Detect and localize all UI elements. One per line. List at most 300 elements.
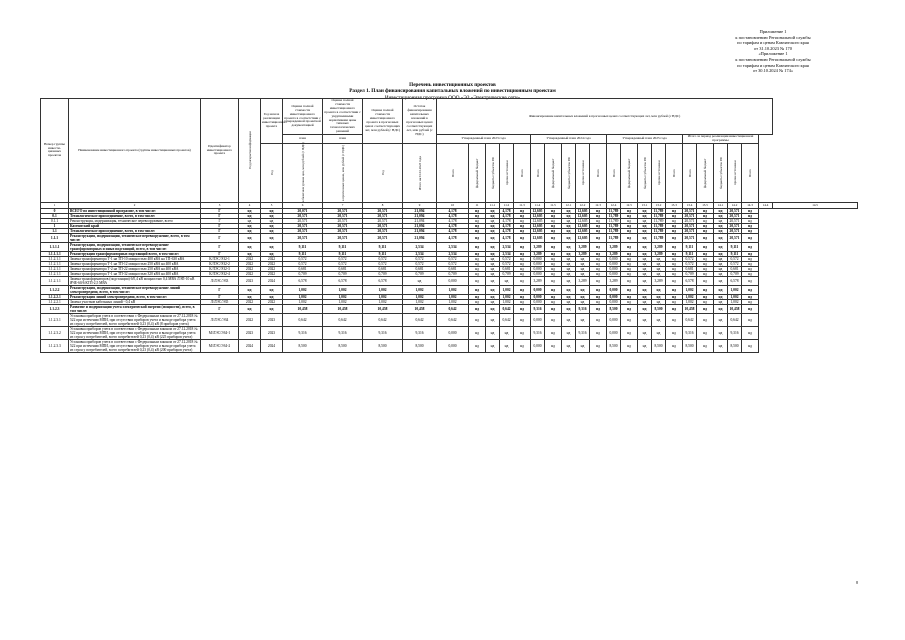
column-number: 11.5 xyxy=(545,202,562,208)
header-source-col: федеральный бюджет xyxy=(621,143,638,202)
row-value: 0,572 xyxy=(683,256,697,261)
row-number: 1.1.2.1.1 xyxy=(41,261,69,266)
row-value: нд xyxy=(590,233,607,242)
header-year-start: Год раскрытия информации xyxy=(239,99,261,203)
row-value: 1,002 xyxy=(283,294,323,299)
row-value: нд xyxy=(239,304,261,313)
header-sum-prog: в прогнозных ценах, млн рублей (с НДС) xyxy=(323,143,363,202)
row-value: нд xyxy=(666,261,683,266)
row-value: 0,572 xyxy=(728,256,742,261)
row-value: 3,289 xyxy=(531,251,545,256)
row-value: нд xyxy=(486,266,500,271)
row-value: нд xyxy=(714,223,728,228)
header-source-col: Всего xyxy=(607,143,621,202)
table-row xyxy=(41,261,858,266)
row-value: 4,178 xyxy=(500,208,514,213)
row-value: 0,642 xyxy=(500,313,514,326)
row-value: нд xyxy=(714,276,728,285)
row-value: нд xyxy=(714,266,728,271)
row-name: Замена участков кабельных линий - 0,4 кВ xyxy=(69,299,201,304)
row-value: 21,094 xyxy=(403,213,437,218)
row-value: нд xyxy=(562,213,576,218)
row-value: 20,571 xyxy=(323,233,363,242)
row-value: нд xyxy=(514,294,531,299)
row-value: нд xyxy=(486,276,500,285)
row-value: нд xyxy=(562,271,576,276)
row-value: нд xyxy=(545,285,562,294)
row-value: нд xyxy=(514,313,531,326)
row-value: нд xyxy=(545,218,562,223)
row-value: нд xyxy=(666,294,683,299)
row-value: 9,111 xyxy=(283,242,323,251)
row-value: нд xyxy=(666,228,683,233)
row-value: 9,111 xyxy=(363,242,403,251)
row-value: нд xyxy=(638,304,652,313)
row-value: нд xyxy=(590,213,607,218)
row-value: 3,289 xyxy=(576,251,590,256)
row-value: 12,605 xyxy=(531,228,545,233)
row-value: 11,789 xyxy=(652,228,666,233)
row-value: 0,000 xyxy=(607,271,621,276)
row-value: 11,789 xyxy=(607,228,621,233)
row-value: нд xyxy=(652,299,666,304)
row-value: нд xyxy=(562,233,576,242)
row-number: 1.1.1.1 xyxy=(41,242,69,251)
row-value: 20,571 xyxy=(323,228,363,233)
row-value: нд xyxy=(545,213,562,218)
row-value: нд xyxy=(562,326,576,339)
row-value: нд xyxy=(742,271,759,276)
row-value: нд xyxy=(545,304,562,313)
row-value: 0,572 xyxy=(283,261,323,266)
row-value: 20,571 xyxy=(363,233,403,242)
row-value: 2,534 xyxy=(437,242,469,251)
row-value: 0,709 xyxy=(363,271,403,276)
row-value: 0,572 xyxy=(683,261,697,266)
row-value: 12,605 xyxy=(531,233,545,242)
row-value: нд xyxy=(590,285,607,294)
row-value: 20,571 xyxy=(323,213,363,218)
row-value: нд xyxy=(590,313,607,326)
column-number: 11.4 xyxy=(531,202,545,208)
row-value: 2,534 xyxy=(403,242,437,251)
row-value: 0,709 xyxy=(283,271,323,276)
row-value: 8,500 xyxy=(728,339,742,352)
row-value: нд xyxy=(652,313,666,326)
row-number: 1.1.1 xyxy=(41,233,69,242)
row-value: нд xyxy=(666,339,683,352)
row-value: нд xyxy=(590,218,607,223)
row-value: 0,572 xyxy=(437,261,469,266)
row-value: 0,000 xyxy=(607,294,621,299)
row-id: Г xyxy=(201,233,239,242)
row-value: нд xyxy=(469,276,486,285)
row-value: нд xyxy=(514,233,531,242)
table-row xyxy=(41,313,858,326)
row-number: 1.1.1.1.1 xyxy=(41,251,69,256)
row-value: 0,709 xyxy=(728,271,742,276)
row-value: 2024 xyxy=(239,339,261,352)
row-value: нд xyxy=(697,208,714,213)
column-number: 12.1 xyxy=(562,202,576,208)
row-value: нд xyxy=(697,233,714,242)
row-value: нд xyxy=(514,228,531,233)
row-value: нд xyxy=(638,285,652,294)
row-number: 1.1.2.3 xyxy=(41,304,69,313)
row-value: 0,572 xyxy=(500,256,514,261)
header-id: Идентификатор инвестиционного проекта xyxy=(201,99,239,203)
row-value: нд xyxy=(514,276,531,285)
row-value: нд xyxy=(652,261,666,266)
row-value: 20,571 xyxy=(728,213,742,218)
row-value: нд xyxy=(514,271,531,276)
row-name: Технологическое присоединение, всего, в том числе: xyxy=(69,213,201,218)
row-value: 9,316 xyxy=(531,304,545,313)
row-value: нд xyxy=(714,326,728,339)
row-value: нд xyxy=(562,256,576,261)
row-value: 3,289 xyxy=(652,251,666,256)
row-id: Г xyxy=(201,304,239,313)
row-value: 0,000 xyxy=(607,299,621,304)
row-name: Реконструкция линий электропередачи, всего, в том числе: xyxy=(69,294,201,299)
annex-line: по тарифам и ценам Камчатского края xyxy=(737,62,809,68)
row-value: 12,605 xyxy=(531,218,545,223)
row-value: нд xyxy=(545,251,562,256)
row-value: нд xyxy=(469,266,486,271)
annex-line: к постановлению Региональной службы xyxy=(735,56,811,62)
row-value: 2022 xyxy=(261,299,283,304)
row-value: 20,571 xyxy=(363,218,403,223)
row-value: 11,789 xyxy=(652,213,666,218)
row-value: нд xyxy=(590,223,607,228)
header-remain-total: Итого на 01.01.2023 года xyxy=(403,143,437,202)
row-value: нд xyxy=(714,213,728,218)
row-name: Замена трансформатора Т-1 на ТП-10 мощностью 400 кВА на ТП-630 кВА xyxy=(69,256,201,261)
row-value: нд xyxy=(742,256,759,261)
row-value: 12,605 xyxy=(531,223,545,228)
row-value: 0,000 xyxy=(437,326,469,339)
row-value: 9,111 xyxy=(683,242,697,251)
column-number: 14.3 xyxy=(742,202,759,208)
row-value: нд xyxy=(469,285,486,294)
row-value: нд xyxy=(562,261,576,266)
row-number: 1.1 xyxy=(41,228,69,233)
row-name: ВСЕГО по инвестиционной программе, в том числе: xyxy=(69,208,201,213)
table-row xyxy=(41,276,858,285)
row-value: 3,289 xyxy=(652,276,666,285)
row-value: нд xyxy=(742,304,759,313)
header-cost-full: Оценка полной стоимости инвестиционного проекта в прогнозных ценах соответствующих лет, млн рублей (с НДС) xyxy=(363,99,403,144)
row-value: нд xyxy=(714,218,728,223)
row-value: 2023 xyxy=(239,276,261,285)
row-value: 21,094 xyxy=(403,228,437,233)
row-value: нд xyxy=(697,285,714,294)
row-value: нд xyxy=(666,251,683,256)
header-source-col: федеральный бюджет xyxy=(545,143,562,202)
row-value: нд xyxy=(638,208,652,213)
row-value: 9,111 xyxy=(323,251,363,256)
row-value: 9,316 xyxy=(728,326,742,339)
row-value: нд xyxy=(638,228,652,233)
row-value: 0,642 xyxy=(403,313,437,326)
row-id: М/ЛЭС/ЭЗ4-1 xyxy=(201,326,239,339)
row-name: Реконструкция трансформаторных подстанций всего, в том числе: xyxy=(69,251,201,256)
row-value: нд xyxy=(742,326,759,339)
row-value: нд xyxy=(514,285,531,294)
row-value: 11,789 xyxy=(652,233,666,242)
row-value: нд xyxy=(469,271,486,276)
row-value: 20,571 xyxy=(283,228,323,233)
row-value: нд xyxy=(261,213,283,218)
row-value: 9,111 xyxy=(683,251,697,256)
row-value: 1,002 xyxy=(683,294,697,299)
row-value: нд xyxy=(621,326,638,339)
header-source-col: Всего xyxy=(437,143,469,202)
row-value: нд xyxy=(714,294,728,299)
column-number: 12.2 xyxy=(576,202,590,208)
row-value: 1,002 xyxy=(437,299,469,304)
row-value: нд xyxy=(621,208,638,213)
row-value: 0,572 xyxy=(323,261,363,266)
row-value: нд xyxy=(514,213,531,218)
row-value: 0,681 xyxy=(283,266,323,271)
row-value: 9,111 xyxy=(728,251,742,256)
row-id: Г xyxy=(201,242,239,251)
row-value: нд xyxy=(545,266,562,271)
row-name: Технологическое присоединение, всего, в том числе: xyxy=(69,228,201,233)
row-value: нд xyxy=(500,276,514,285)
header-source-col: Всего xyxy=(666,143,683,202)
row-value: нд xyxy=(697,218,714,223)
table-row xyxy=(41,304,858,313)
row-value: 3,289 xyxy=(652,242,666,251)
row-value: 0,572 xyxy=(403,261,437,266)
row-value: нд xyxy=(652,266,666,271)
row-value: нд xyxy=(562,339,576,352)
row-value: 8,500 xyxy=(683,339,697,352)
row-value: 0,572 xyxy=(728,261,742,266)
row-value: нд xyxy=(666,256,683,261)
header-plan: план xyxy=(323,135,363,144)
row-value: 4,178 xyxy=(500,223,514,228)
row-value: нд xyxy=(486,313,500,326)
row-value: 3,289 xyxy=(576,276,590,285)
row-value: нд xyxy=(486,271,500,276)
row-value: нд xyxy=(469,299,486,304)
header-name: Наименование инвестиционного проекта (группы инвестиционных проектов) xyxy=(69,99,201,203)
row-value: 3,289 xyxy=(607,242,621,251)
row-value: нд xyxy=(514,304,531,313)
row-value: нд xyxy=(638,294,652,299)
row-value: 0,000 xyxy=(531,266,545,271)
row-name: Реконструкция, модернизация, техническое перевооружение, всего xyxy=(69,218,201,223)
row-value: 20,571 xyxy=(283,233,323,242)
row-value: нд xyxy=(638,256,652,261)
row-value: нд xyxy=(714,271,728,276)
header-source-col: прочие источники xyxy=(576,143,590,202)
row-value: нд xyxy=(469,256,486,261)
row-value: нд xyxy=(697,304,714,313)
row-value: нд xyxy=(469,313,486,326)
row-number: 1.1.2.3.1 xyxy=(41,313,69,326)
row-value: нд xyxy=(714,285,728,294)
row-value: 3,289 xyxy=(576,242,590,251)
row-value: нд xyxy=(486,299,500,304)
row-value: нд xyxy=(500,326,514,339)
column-number: 14.5 xyxy=(773,202,858,208)
row-number: 1.1.2.1.1 xyxy=(41,256,69,261)
row-value: нд xyxy=(261,285,283,294)
row-value: нд xyxy=(742,228,759,233)
row-value: нд xyxy=(486,326,500,339)
row-value: нд xyxy=(697,313,714,326)
row-value: 12,605 xyxy=(531,213,545,218)
header-plan: план xyxy=(283,135,323,144)
table-row xyxy=(41,251,858,256)
row-value: 11,789 xyxy=(607,208,621,213)
row-value: нд xyxy=(562,242,576,251)
row-value: нд xyxy=(742,294,759,299)
row-value: нд xyxy=(562,304,576,313)
row-value: 1,002 xyxy=(683,299,697,304)
table-row xyxy=(41,242,858,251)
column-number: 14.2 xyxy=(728,202,742,208)
row-value: нд xyxy=(562,218,576,223)
row-name: Установка приборов учета в соответствии с Федеральным законом от 27.12.2018 № 522 при истечении МПИ, при отсутствии приборов учета и выходе прибора учета из строя у потребителей, всего потребителей 0,23 (0,4) кВ (200 приборов учета) xyxy=(69,339,201,352)
row-id: Г xyxy=(201,223,239,228)
header-total: Итого за период реализации инвестиционной программы xyxy=(683,135,759,144)
row-value: нд xyxy=(638,218,652,223)
row-value: 6,578 xyxy=(728,276,742,285)
row-value: нд xyxy=(621,271,638,276)
table-row xyxy=(41,218,858,223)
row-value: нд xyxy=(545,208,562,213)
row-value: нд xyxy=(621,251,638,256)
row-value: нд xyxy=(638,242,652,251)
row-value: 4,178 xyxy=(500,213,514,218)
row-number: 1.1.2.1.1 xyxy=(41,266,69,271)
row-value: нд xyxy=(621,213,638,218)
row-value: нд xyxy=(638,299,652,304)
row-value: нд xyxy=(590,339,607,352)
row-value: 12,605 xyxy=(576,218,590,223)
row-value: нд xyxy=(486,233,500,242)
row-value: нд xyxy=(742,251,759,256)
row-value: 20,571 xyxy=(323,208,363,213)
row-id: Г xyxy=(201,208,239,213)
row-value: 9,316 xyxy=(403,326,437,339)
row-value: нд xyxy=(638,213,652,218)
row-value: 4,178 xyxy=(437,208,469,213)
annex-line: от 31.10.2023 № 170 xyxy=(754,45,792,51)
row-value: нд xyxy=(714,299,728,304)
row-value: 2022 xyxy=(239,261,261,266)
row-value: нд xyxy=(545,242,562,251)
row-value: нд xyxy=(469,213,486,218)
row-value: 12,605 xyxy=(576,228,590,233)
row-value: 9,316 xyxy=(576,304,590,313)
row-value: 11,789 xyxy=(652,218,666,223)
row-value: 9,316 xyxy=(683,326,697,339)
row-value: нд xyxy=(621,276,638,285)
row-value: нд xyxy=(576,271,590,276)
investment-table xyxy=(40,98,858,353)
header-source-col: бюджеты субъектов РФ xyxy=(638,143,652,202)
row-value: 0,000 xyxy=(531,339,545,352)
header-source-col: Всего xyxy=(514,143,531,202)
row-value: 0,000 xyxy=(531,261,545,266)
row-value: 0,572 xyxy=(283,256,323,261)
row-value: 3,289 xyxy=(531,276,545,285)
row-value: нд xyxy=(514,223,531,228)
row-value: нд xyxy=(590,261,607,266)
row-value: 1,002 xyxy=(283,285,323,294)
row-value: нд xyxy=(666,326,683,339)
row-value: 20,571 xyxy=(283,213,323,218)
row-value: 0,572 xyxy=(323,256,363,261)
row-value: 11,789 xyxy=(607,213,621,218)
row-value: 20,571 xyxy=(728,208,742,213)
row-value: нд xyxy=(261,304,283,313)
row-value: 9,111 xyxy=(323,242,363,251)
row-value: 0,000 xyxy=(607,266,621,271)
column-number: 13.4 xyxy=(683,202,697,208)
table-row xyxy=(41,271,858,276)
row-value: нд xyxy=(545,313,562,326)
row-value: нд xyxy=(239,233,261,242)
row-value: нд xyxy=(697,261,714,266)
row-value: 10,458 xyxy=(728,304,742,313)
row-value: нд xyxy=(590,242,607,251)
row-value: 1,002 xyxy=(323,285,363,294)
row-value: 1,002 xyxy=(403,285,437,294)
row-value: 8,500 xyxy=(652,304,666,313)
row-value: нд xyxy=(562,223,576,228)
row-value: нд xyxy=(469,251,486,256)
header-source-col: бюджеты субъектов РФ xyxy=(486,143,500,202)
row-value: нд xyxy=(697,294,714,299)
row-value: нд xyxy=(714,233,728,242)
row-value: 20,571 xyxy=(728,233,742,242)
row-value: нд xyxy=(486,294,500,299)
row-value: 0,642 xyxy=(683,313,697,326)
row-value: 0,572 xyxy=(363,256,403,261)
row-value: нд xyxy=(500,339,514,352)
column-number: 11 xyxy=(469,202,486,208)
row-value: 0,681 xyxy=(403,266,437,271)
row-value: нд xyxy=(545,326,562,339)
row-value: 2024 xyxy=(261,339,283,352)
row-value: 9,316 xyxy=(283,326,323,339)
row-number: 1.1.2.2.1 xyxy=(41,299,69,304)
header-source-col: Всего xyxy=(590,143,607,202)
row-value: нд xyxy=(545,261,562,266)
row-value: 12,605 xyxy=(576,208,590,213)
row-value: 10,458 xyxy=(403,304,437,313)
row-value: 2023 xyxy=(261,313,283,326)
annex-line: к постановлению Региональной службы xyxy=(735,34,811,40)
row-id: Г xyxy=(201,251,239,256)
row-value: 9,111 xyxy=(728,242,742,251)
row-id: Л/ЛЭС/ЭЗ3 xyxy=(201,276,239,285)
column-number: 10 xyxy=(437,202,469,208)
row-value: 1,002 xyxy=(363,285,403,294)
row-value: 11,789 xyxy=(607,233,621,242)
row-value: нд xyxy=(239,251,261,256)
row-value: нд xyxy=(742,299,759,304)
row-value: нд xyxy=(652,294,666,299)
row-value: нд xyxy=(469,339,486,352)
